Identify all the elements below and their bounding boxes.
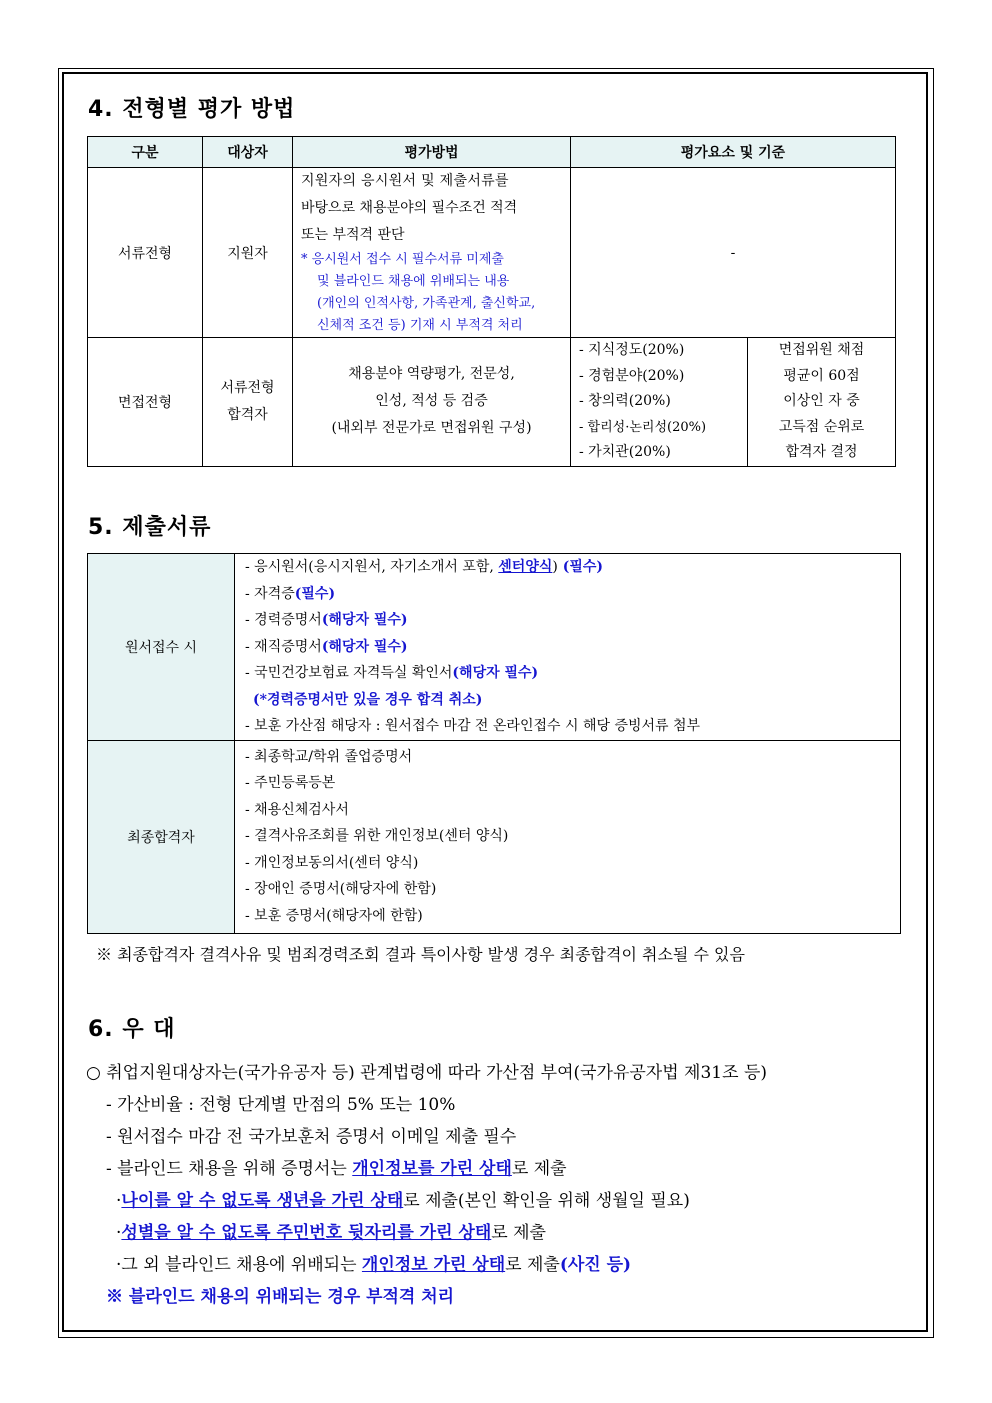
center-form-link: 센터양식 [498, 559, 553, 575]
table-row [88, 338, 896, 467]
stage-interview: 면접전형 [88, 338, 203, 467]
standard-line: 합격자 결정 [785, 444, 858, 460]
pass-standard [748, 338, 896, 467]
method-note-line: (개인의 인적사항, 가족관계, 출신학교, [317, 296, 536, 311]
method-line: (내외부 전문가로 면접위원 구성) [331, 420, 532, 437]
preference-main: ○ 취업지원대상자는(국가유공자 등) 관계법령에 따라 가산점 부여(국가유공자법 제31조 등) [86, 1063, 767, 1083]
document-item: - 주민등록등본 [245, 775, 336, 792]
method-note-line: * 응시원서 접수 시 필수서류 미제출 [301, 252, 504, 267]
table-header-row [88, 137, 896, 168]
standard-line: 평균이 60점 [783, 367, 860, 384]
target-passed [203, 338, 293, 467]
evaluation-method-table [87, 136, 896, 467]
document-item: - 보훈 증명서(해당자에 한함) [245, 907, 423, 924]
document-item: - 보훈 가산점 해당자 : 원서접수 마감 전 온라인접수 시 해당 증빙서류 첨부 [245, 718, 701, 734]
stage-document: 서류전형 [88, 168, 203, 338]
group-label-final: 최종합격자 [88, 740, 235, 933]
preference-bullet-other: ·그 외 블라인드 채용에 위배되는 개인정보 가린 상태로 제출(사진 등) [116, 1255, 632, 1275]
section-5-title: 5. 제출서류 [88, 515, 212, 540]
header-target: 대상자 [203, 137, 293, 168]
standard-line: 이상인 자 중 [783, 393, 860, 409]
evaluation-elements [571, 338, 748, 467]
standard-line: 고득점 순위로 [778, 418, 865, 435]
method-interview [293, 338, 571, 467]
section-4-title: 4. 전형별 평가 방법 [88, 97, 296, 122]
method-line: 채용분야 역량평가, 전문성, [348, 366, 515, 383]
element-item: - 합리성·논리성(20%) [579, 419, 707, 435]
final-documents [235, 740, 901, 933]
method-line: 바탕으로 채용분야의 필수조건 적격 [301, 200, 518, 216]
standard-line: 면접위원 채점 [778, 342, 865, 358]
method-document [293, 168, 571, 338]
required-documents-table [87, 553, 901, 934]
table-row [88, 168, 896, 338]
group-label-application: 원서접수 시 [88, 554, 235, 741]
header-method: 평가방법 [293, 137, 571, 168]
preference-blind: - 블라인드 채용을 위해 증명서는 개인정보를 가린 상태로 제출 [106, 1159, 567, 1179]
header-category: 구분 [88, 137, 203, 168]
preference-bullet-gender: ·성별을 알 수 없도록 주민번호 뒷자리를 가린 상태로 제출 [116, 1223, 546, 1243]
document-item-note: (*경력증명서만 있을 경우 합격 취소) [253, 691, 483, 708]
table-row [88, 554, 901, 741]
application-documents [235, 554, 901, 741]
target-line: 서류전형 [220, 379, 275, 396]
document-item: - 개인정보동의서(센터 양식) [245, 854, 419, 871]
document-item: - 경력증명서(해당자 필수) [245, 612, 408, 628]
method-line: 지원자의 응시원서 및 제출서류를 [301, 173, 509, 189]
method-line: 인성, 적성 등 검증 [375, 393, 488, 410]
element-item: - 창의력(20%) [579, 393, 671, 409]
element-item: - 가치관(20%) [579, 444, 671, 460]
method-line: 또는 부적격 판단 [301, 227, 405, 243]
document-item: - 국민건강보험료 자격득실 확인서(해당자 필수) [245, 665, 539, 681]
section-6-title: 6. 우 대 [88, 1017, 176, 1042]
method-note-line: 신체적 조건 등) 기재 시 부적격 처리 [317, 318, 523, 333]
document-item: - 장애인 증명서(해당자에 한함) [245, 881, 437, 898]
blind-violation-warning: ※ 블라인드 채용의 위배되는 경우 부적격 처리 [106, 1287, 455, 1307]
criteria-document: - [571, 168, 896, 338]
preference-bullet-age: ·나이를 알 수 없도록 생년을 가린 상태로 제출(본인 확인을 위해 생월일 필요) [116, 1191, 690, 1211]
preference-email: - 원서접수 마감 전 국가보훈처 증명서 이메일 제출 필수 [106, 1127, 517, 1147]
document-item: - 응시원서(응시지원서, 자기소개서 포함, 센터양식) (필수) [245, 559, 604, 575]
final-pass-note: ※ 최종합격자 결격사유 및 범죄경력조회 결과 특이사항 발생 경우 최종합격이 취소될 수 있음 [96, 945, 745, 964]
document-item: - 채용신체검사서 [245, 801, 349, 818]
document-item: - 최종학교/학위 졸업증명서 [245, 748, 413, 765]
header-criteria: 평가요소 및 기준 [571, 137, 896, 168]
document-item: - 결격사유조회를 위한 개인정보(센터 양식) [245, 828, 509, 845]
document-item: - 자격증(필수) [245, 585, 336, 602]
target-applicant: 지원자 [203, 168, 293, 338]
table-row [88, 740, 901, 933]
element-item: - 경험분야(20%) [579, 367, 685, 384]
target-line: 합격자 [227, 406, 268, 423]
element-item: - 지식정도(20%) [579, 342, 685, 358]
method-note-line: 및 블라인드 채용에 위배되는 내용 [317, 274, 510, 289]
preference-ratio: - 가산비율 : 전형 단계별 만점의 5% 또는 10% [106, 1095, 456, 1115]
document-item: - 재직증명서(해당자 필수) [245, 638, 408, 655]
